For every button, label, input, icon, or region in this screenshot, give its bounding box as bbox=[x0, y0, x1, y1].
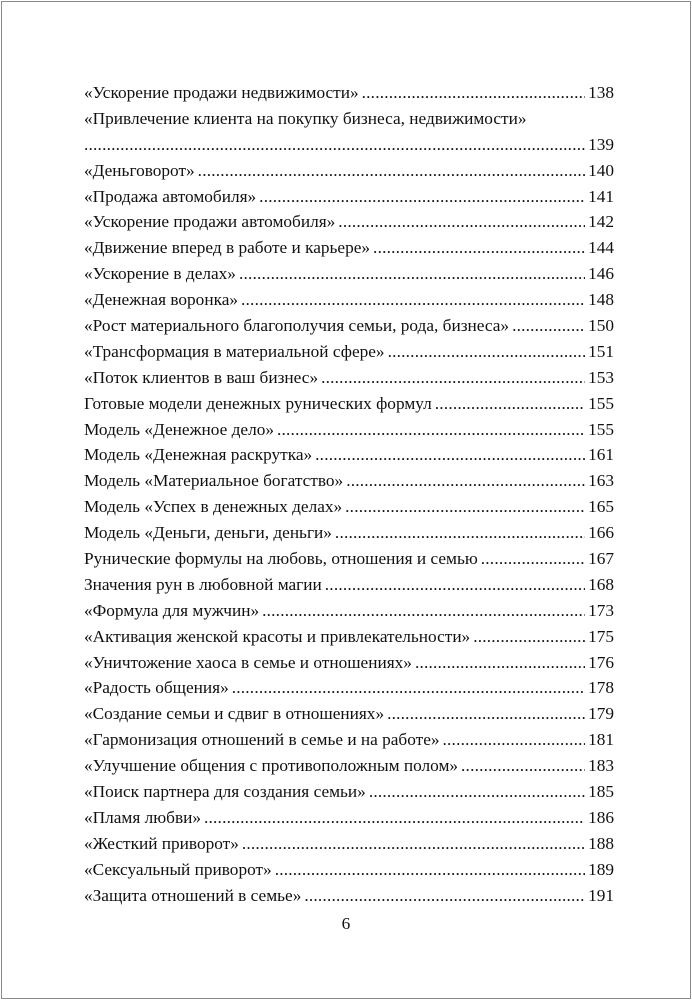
toc-entry-title: «Улучшение общения с противоположным полом» bbox=[84, 756, 459, 776]
toc-entry bbox=[84, 779, 614, 805]
toc-dot-leader bbox=[415, 650, 585, 676]
toc-dot-leader bbox=[473, 624, 585, 650]
toc-entry-title: Готовые модели денежных рунических формул bbox=[84, 393, 432, 413]
toc-dot-leader bbox=[239, 261, 585, 287]
toc-entry-title: «Привлечение клиента на покупку бизнеса, недвижимости» bbox=[84, 108, 527, 128]
toc-entry bbox=[84, 468, 614, 494]
toc-entry-page: 185 bbox=[588, 782, 614, 802]
toc-dot-leader bbox=[435, 391, 585, 417]
toc-entry-page: 161 bbox=[588, 445, 614, 465]
toc-entry bbox=[84, 339, 614, 365]
toc-entry bbox=[84, 261, 614, 287]
toc-entry-title: «Создание семьи и сдвиг в отношениях» bbox=[84, 704, 385, 724]
toc-dot-leader bbox=[346, 468, 585, 494]
toc-entry-page: 186 bbox=[588, 807, 614, 827]
toc-entry-page: 155 bbox=[588, 393, 614, 413]
toc-dot-leader bbox=[512, 313, 585, 339]
toc-entry-title: «Уничтожение хаоса в семье и отношениях» bbox=[84, 652, 412, 672]
toc-entry-page: 175 bbox=[588, 626, 614, 646]
toc-entry-title: Модель «Материальное богатство» bbox=[84, 471, 344, 491]
toc-dot-leader bbox=[321, 365, 585, 391]
toc-entry-title: Значения рун в любовной магии bbox=[84, 574, 322, 594]
toc-entry-page: 138 bbox=[588, 82, 614, 102]
toc-entry-page: 144 bbox=[588, 238, 614, 258]
toc-entry bbox=[84, 598, 614, 624]
toc-entry bbox=[84, 184, 614, 210]
toc-entry-page: 150 bbox=[588, 316, 614, 335]
toc-dot-leader bbox=[369, 779, 585, 805]
toc-entry-page: 188 bbox=[588, 833, 614, 853]
toc-entry-title: «Денежная воронка» bbox=[84, 290, 239, 310]
toc-entry bbox=[84, 624, 614, 650]
toc-entry-page: 165 bbox=[588, 497, 614, 517]
toc-dot-leader bbox=[373, 235, 585, 261]
toc-dot-leader bbox=[304, 883, 585, 909]
toc-entry bbox=[84, 831, 614, 857]
toc-entry-page: 183 bbox=[588, 756, 614, 776]
toc-dot-leader bbox=[262, 598, 585, 624]
toc-entry bbox=[84, 520, 614, 546]
toc-dot-leader bbox=[338, 209, 585, 235]
toc-entry bbox=[84, 158, 614, 184]
toc-entry-page: 146 bbox=[588, 264, 614, 284]
toc-entry-title: «Радость общения» bbox=[84, 678, 229, 698]
toc-entry bbox=[84, 209, 614, 235]
toc-entry bbox=[84, 417, 614, 443]
toc-dot-leader bbox=[325, 572, 585, 598]
toc-entry-page: 141 bbox=[588, 186, 614, 206]
toc-entry bbox=[84, 391, 614, 417]
toc-dot-leader bbox=[387, 701, 585, 727]
toc-dot-leader bbox=[443, 727, 586, 753]
toc-entry-page: 167 bbox=[588, 549, 614, 569]
toc-entry-page: 163 bbox=[588, 471, 614, 491]
toc-entry bbox=[84, 235, 614, 261]
toc-entry-title: «Гармонизация отношений в семье и на работе» bbox=[84, 730, 440, 750]
toc-entry bbox=[84, 753, 614, 779]
toc-dot-leader bbox=[275, 857, 585, 883]
toc-dot-leader bbox=[345, 494, 585, 520]
toc-dot-leader bbox=[259, 184, 585, 210]
toc-entry bbox=[84, 701, 614, 727]
toc-entry-title: «Ускорение продажи недвижимости» bbox=[84, 82, 359, 102]
toc-entry-continuation bbox=[84, 132, 614, 158]
toc-dot-leader bbox=[335, 520, 585, 546]
toc-entry-page: 168 bbox=[588, 574, 614, 594]
toc-entry-page: 179 bbox=[588, 704, 614, 724]
toc-dot-leader bbox=[277, 417, 585, 443]
toc-dot-leader bbox=[198, 158, 585, 184]
toc-entry-page: 178 bbox=[588, 678, 614, 698]
toc-entry-page: 140 bbox=[588, 160, 614, 180]
toc-entry-title: «Поток клиентов в ваш бизнес» bbox=[84, 367, 319, 387]
toc-dot-leader bbox=[241, 287, 585, 313]
toc-entry bbox=[84, 80, 614, 106]
toc-entry-page: 151 bbox=[588, 341, 614, 361]
toc-entry-title: «Поиск партнера для создания семьи» bbox=[84, 782, 366, 802]
toc-entry bbox=[84, 106, 614, 158]
page-number: 6 bbox=[341, 914, 351, 933]
toc-entry bbox=[84, 313, 614, 339]
toc-entry bbox=[84, 442, 614, 468]
toc-entry-title: «Рост материального благополучия семьи, рода, бизнеса» bbox=[84, 316, 510, 335]
toc-entry bbox=[84, 365, 614, 391]
toc-entry bbox=[84, 857, 614, 883]
toc-entry-page: 176 bbox=[588, 652, 614, 672]
toc-entry-page: 148 bbox=[588, 290, 614, 310]
toc-entry-page: 139 bbox=[588, 134, 614, 154]
table-of-contents bbox=[84, 80, 614, 909]
toc-dot-leader bbox=[481, 546, 585, 572]
toc-entry bbox=[84, 883, 614, 909]
toc-dot-leader bbox=[204, 805, 585, 831]
toc-entry-page: 173 bbox=[588, 600, 614, 620]
toc-entry-title: «Пламя любви» bbox=[84, 807, 201, 827]
toc-entry-title: «Ускорение в делах» bbox=[84, 264, 236, 284]
toc-entry-title: «Активация женской красоты и привлекательности» bbox=[84, 626, 471, 646]
toc-entry-title: Модель «Денежная раскрутка» bbox=[84, 445, 313, 465]
toc-entry bbox=[84, 650, 614, 676]
toc-entry-title: «Деньговорот» bbox=[84, 160, 195, 180]
toc-entry-title: «Формула для мужчин» bbox=[84, 600, 260, 620]
toc-entry-title: Модель «Успех в денежных делах» bbox=[84, 497, 343, 517]
toc-dot-leader bbox=[362, 80, 585, 106]
toc-entry-title: «Жесткий приворот» bbox=[84, 833, 239, 853]
toc-entry-page: 142 bbox=[588, 212, 614, 232]
toc-entry-title: «Трансформация в материальной сфере» bbox=[84, 341, 385, 361]
toc-entry-page: 181 bbox=[588, 730, 614, 750]
toc-dot-leader bbox=[232, 675, 585, 701]
toc-entry-title: «Продажа автомобиля» bbox=[84, 186, 257, 206]
toc-entry-title: «Защита отношений в семье» bbox=[84, 885, 302, 905]
toc-entry bbox=[84, 287, 614, 313]
toc-entry-page: 191 bbox=[588, 885, 614, 905]
toc-entry bbox=[84, 546, 614, 572]
toc-dot-leader bbox=[461, 753, 585, 779]
toc-entry bbox=[84, 572, 614, 598]
toc-entry bbox=[84, 494, 614, 520]
toc-entry-title: Модель «Деньги, деньги, деньги» bbox=[84, 523, 332, 543]
toc-entry-title: «Сексуальный приворот» bbox=[84, 859, 272, 879]
toc-entry-title: Модель «Денежное дело» bbox=[84, 419, 274, 439]
toc-entry bbox=[84, 805, 614, 831]
toc-entry-title: «Ускорение продажи автомобиля» bbox=[84, 212, 336, 232]
toc-entry-page: 153 bbox=[588, 367, 614, 387]
toc-entry-title: Рунические формулы на любовь, отношения и семью bbox=[84, 549, 478, 569]
toc-entry-page: 155 bbox=[588, 419, 614, 439]
toc-entry-title: «Движение вперед в работе и карьере» bbox=[84, 238, 371, 258]
toc-dot-leader bbox=[242, 831, 585, 857]
toc-dot-leader bbox=[315, 442, 585, 468]
toc-dot-leader bbox=[388, 339, 586, 365]
toc-entry-page: 189 bbox=[588, 859, 614, 879]
toc-entry bbox=[84, 727, 614, 753]
toc-dot-leader bbox=[84, 132, 585, 158]
toc-entry bbox=[84, 675, 614, 701]
toc-entry-page: 166 bbox=[588, 523, 614, 543]
